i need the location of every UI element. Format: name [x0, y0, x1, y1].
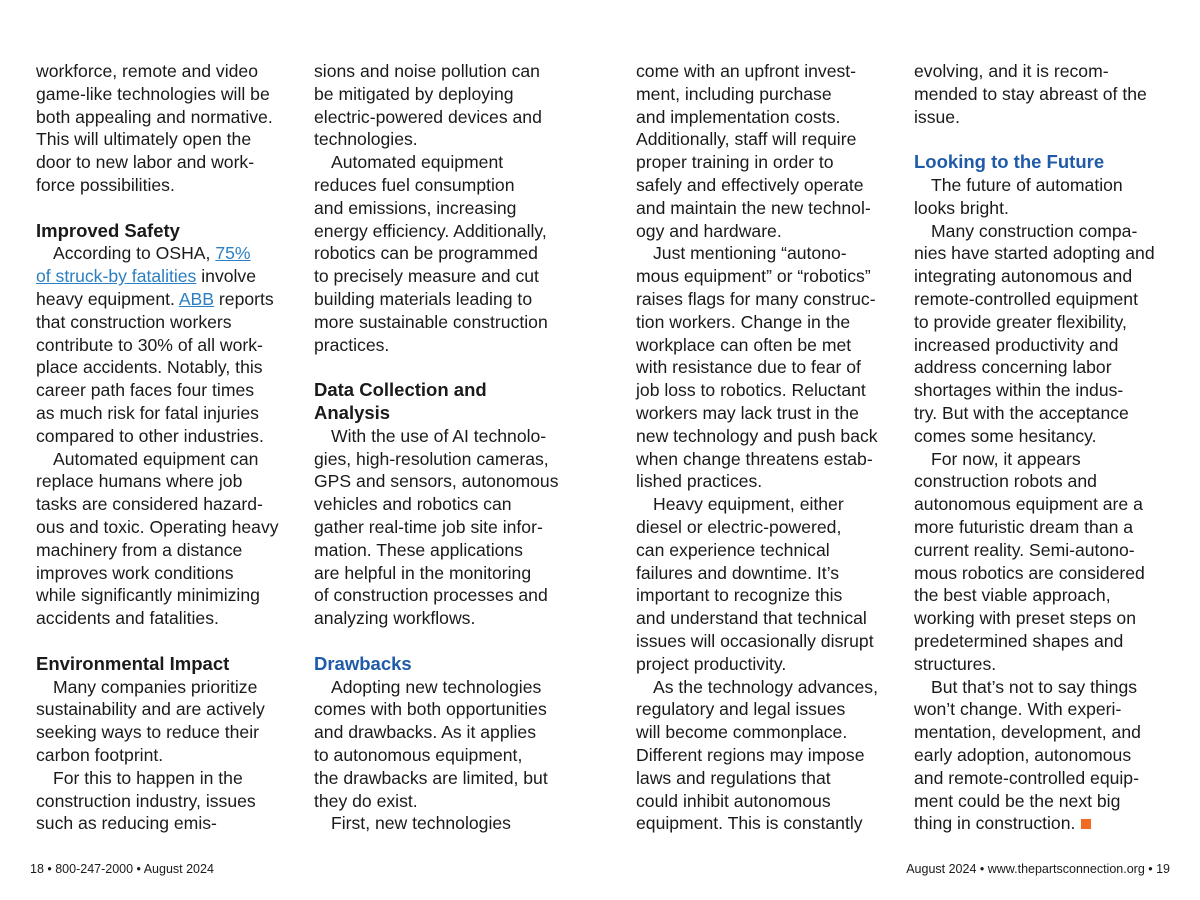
article-column-4 — [914, 60, 1176, 835]
paragraph: For this to happen in the construction industry, issues such as reducing emis- — [36, 767, 256, 834]
section-heading-data-collection: Data Collection and Analysis — [314, 379, 487, 423]
paragraph: come with an upfront invest- ment, including purchase and implementation costs. Additionally, staff will require proper training in order to safely and effectively operate and maintain the new technol- ogy and hardware. — [636, 61, 871, 241]
paragraph: As the technology advances, regulatory and legal issues will become commonplace. Different regions may impose laws and regulations that could inhibit autonomous equipment. This is constantly — [636, 676, 878, 834]
paragraph-text: involve heavy equipment. — [36, 266, 257, 309]
paragraph: Many companies prioritize sustainability and are actively seeking ways to reduce their carbon footprint. — [36, 676, 265, 765]
paragraph: Automated equipment can replace humans where job tasks are considered hazard- ous and toxic. Operating heavy machinery from a distance improves work conditions while significantly minimizing accidents and fatalities. — [36, 448, 279, 629]
osha-struck-by-link[interactable]: 75% of struck-by fatalities — [36, 243, 251, 287]
paragraph-final — [914, 676, 1176, 836]
paragraph-text: According to OSHA, — [53, 243, 216, 264]
paragraph: workforce, remote and video game-like technologies will be both appealing and normative. This will ultimately open the door to new labor and work- force possibilities. — [36, 61, 273, 195]
paragraph: With the use of AI technolo- gies, high-resolution cameras, GPS and sensors, autonomous vehicles and robotics can gather real-time job site infor- mation. These applications are helpful in the monitoring of construction processes and analyzing workflows. — [314, 425, 559, 629]
section-heading-drawbacks: Drawbacks — [314, 652, 412, 674]
paragraph: evolving, and it is recom- mended to stay abreast of the issue. — [914, 61, 1147, 127]
paragraph-osha — [36, 242, 298, 447]
paragraph: The future of automation looks bright. — [914, 174, 1123, 218]
paragraph: Adopting new technologies comes with both opportunities and drawbacks. As it applies to autonomous equipment, the drawbacks are limited, but they do exist. — [314, 676, 548, 811]
footer-left-folio: 18 • 800-247-2000 • August 2024 — [30, 862, 214, 876]
end-of-article-square-icon — [1081, 819, 1091, 829]
footer-right-folio: August 2024 • www.thepartsconnection.org • 19 — [906, 862, 1170, 876]
section-heading-improved-safety: Improved Safety — [36, 219, 180, 241]
paragraph-text: reports that construction workers contribute to 30% of all work- place accidents. Notably, this career path faces four times as much risk for fatal injuries compared to other industries. — [36, 288, 274, 446]
paragraph-text: But that’s not to say things won’t change. With experi- mentation, development, and early adoption, autonomous and remote-controlled equip- ment could be the next big thing in construction. — [914, 676, 1141, 834]
paragraph: Automated equipment reduces fuel consumption and emissions, increasing energy efficiency. Additionally, robotics can be programmed to precisely measure and cut building materials leading to more sustainable construction practices. — [314, 152, 548, 355]
paragraph: For now, it appears construction robots and autonomous equipment are a more futuristic dream than a current reality. Semi-autono- mous robotics are considered the best viable approach, working with preset steps on predetermined shapes and structures. — [914, 448, 1145, 674]
paragraph: Many construction compa- nies have started adopting and integrating autonomous and remote-controlled equipment to provide greater flexibility, increased productivity and address concerning labor shortages within the indus- try. But with the acceptance comes some hesitancy. — [914, 220, 1155, 446]
paragraph: Heavy equipment, either diesel or electric-powered, can experience technical failures and downtime. It’s important to recognize this and understand that technical issues will occasionally disrupt project productivity. — [636, 494, 874, 674]
article-column-2 — [314, 60, 576, 835]
abb-link[interactable]: ABB — [178, 288, 215, 309]
section-heading-environmental-impact: Environmental Impact — [36, 652, 230, 674]
paragraph: Just mentioning “autono- mous equipment” or “robotics” raises flags for many construc- tion workers. Change in the workplace can often be met with resistance due to fear of job loss to robotics. Reluctant workers may lack trust in the new technology and push back when change threatens estab- lished practices. — [636, 243, 878, 492]
paragraph: First, new technologies — [331, 813, 511, 834]
paragraph: sions and noise pollution can be mitigated by deploying electric-powered devices and technologies. — [314, 61, 542, 150]
article-column-3 — [636, 60, 898, 835]
section-heading-looking-to-the-future: Looking to the Future — [914, 151, 1105, 173]
article-column-1 — [36, 60, 298, 835]
